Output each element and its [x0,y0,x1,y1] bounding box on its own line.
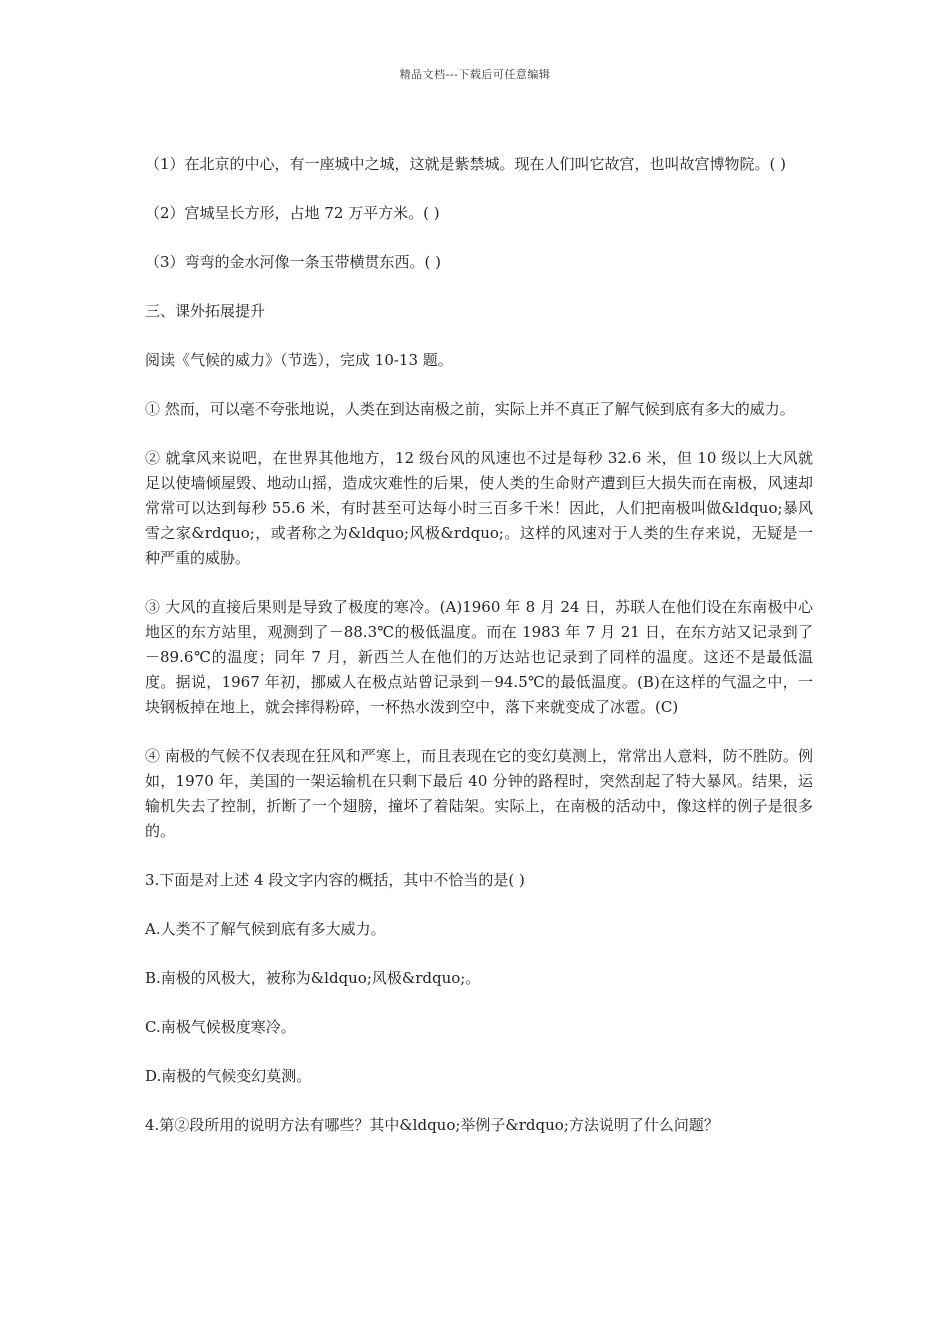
question-item-2: （2）宫城呈长方形，占地 72 万平方米。( ) [145,204,440,222]
option-a: A.人类不了解气候到底有多大威力。 [145,920,386,938]
option-b: B.南极的风极大，被称为&ldquo;风极&rdquo;。 [145,969,481,987]
passage-paragraph-1: ① 然而，可以毫不夸张地说，人类在到达南极之前，实际上并不真正了解气候到底有多大的威力。 [145,400,795,418]
option-d: D.南极的气候变幻莫测。 [145,1067,312,1085]
question-item-1: （1）在北京的中心，有一座城中之城，这就是紫禁城。现在人们叫它故宫，也叫故宫博物院。( ) [145,155,787,173]
section-heading: 三、课外拓展提升 [145,302,266,320]
document-body [145,152,813,1162]
question-3: 3.下面是对上述 4 段文字内容的概括，其中不恰当的是( ) [145,871,525,889]
passage-paragraph-3: ③ 大风的直接后果则是导致了极度的寒冷。(A)1960 年 8 月 24 日，苏联人在他们设在东南极中心地区的东方站里，观测到了－88.3℃的极低温度。而在 1983 年 7 月 21 日，在东方站又记录到了－89.6℃的温度；同年 7 月，新西兰人在他们的万达站也记录到了同样的温度。这还不是最低温度。据说，1967 年初，挪威人在极点站曾记录到－94.5℃的最低温度。(B)在这样的气温之中，一块钢板掉在地上，就会摔得粉碎，一杯热水泼到空中，落下来就变成了冰雹。(C) [145,598,813,716]
page-header: 精品文档---下载后可任意编辑 [399,68,551,81]
passage-paragraph-4: ④ 南极的气候不仅表现在狂风和严寒上，而且表现在它的变幻莫测上，常常出人意料，防不胜防。例如，1970 年，美国的一架运输机在只剩下最后 40 分钟的路程时，突然刮起了特大暴风。结果，运输机失去了控制，折断了一个翅膀，撞坏了着陆架。实际上，在南极的活动中，像这样的例子是很多的。 [145,747,813,840]
question-4: 4.第②段所用的说明方法有哪些？其中&ldquo;举例子&rdquo;方法说明了什么问题？ [145,1116,719,1134]
option-c: C.南极气候极度寒冷。 [145,1018,296,1036]
reading-instruction: 阅读《气候的威力》（节选），完成 10-13 题。 [145,351,453,369]
question-item-3: （3）弯弯的金水河像一条玉带横贯东西。( ) [145,253,442,271]
passage-paragraph-2: ② 就拿风来说吧，在世界其他地方，12 级台风的风速也不过是每秒 32.6 米，但 10 级以上大风就足以使墙倾屋毁、地动山摇，造成灾难性的后果，使人类的生命财产遭到巨大损失而在南极，风速却常常可以达到每秒 55.6 米，有时甚至可达每小时三百多千米！因此，人们把南极叫做&ldquo;暴风雪之家&rdquo;，或者称之为&ldquo;风极&rdquo;。这样的风速对于人类的生存来说，无疑是一种严重的威胁。 [145,449,813,567]
